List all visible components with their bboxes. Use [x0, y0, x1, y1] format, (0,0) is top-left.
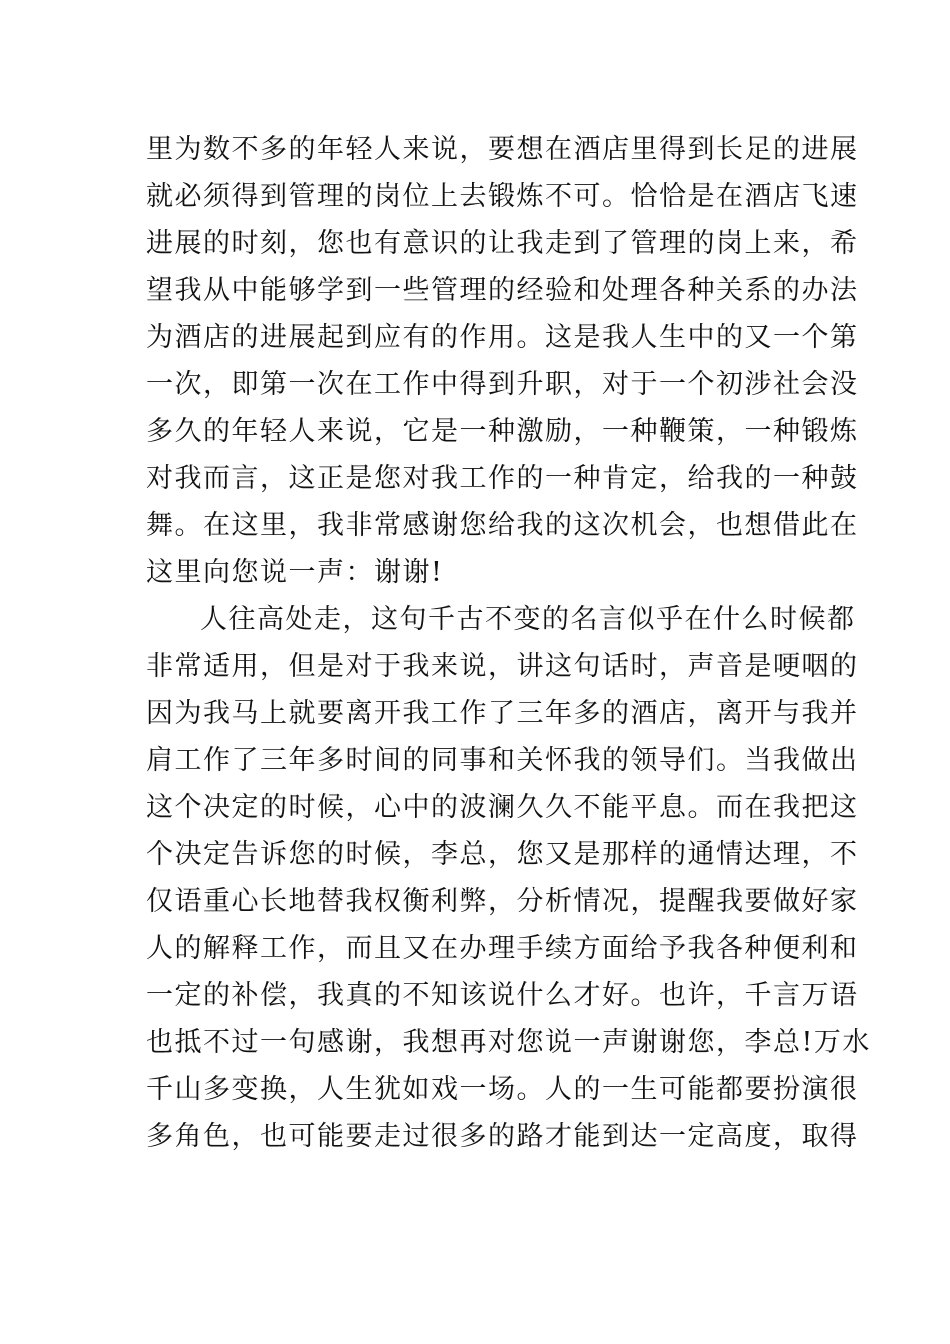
- text-line: 这个决定的时候，心中的波澜久久不能平息。而在我把这: [146, 792, 859, 823]
- paragraph-start-line: 人往高处走，这句千古不变的名言似乎在什么时候都: [200, 604, 856, 635]
- text-line: 肩工作了三年多时间的同事和关怀我的领导们。当我做出: [146, 745, 859, 776]
- text-line: 仅语重心长地替我权衡利弊，分析情况，提醒我要做好家: [146, 886, 859, 917]
- text-line: 进展的时刻，您也有意识的让我走到了管理的岗上来，希: [146, 228, 859, 259]
- text-line: 这里向您说一声：谢谢!: [146, 557, 444, 588]
- text-line: 舞。在这里，我非常感谢您给我的这次机会，也想借此在: [146, 510, 859, 541]
- text-line: 为酒店的进展起到应有的作用。这是我人生中的又一个第: [146, 322, 859, 353]
- text-line: 多久的年轻人来说，它是一种激励，一种鞭策，一种锻炼: [146, 416, 859, 447]
- text-line: 一定的补偿，我真的不知该说什么才好。也许，千言万语: [146, 980, 859, 1011]
- text-line: 人的解释工作，而且又在办理手续方面给予我各种便利和: [146, 933, 859, 964]
- text-line: 因为我马上就要离开我工作了三年多的酒店，离开与我并: [146, 698, 859, 729]
- text-line: 个决定告诉您的时候，李总，您又是那样的通情达理，不: [146, 839, 859, 870]
- text-line: 对我而言，这正是您对我工作的一种肯定，给我的一种鼓: [146, 463, 859, 494]
- text-line: 非常适用，但是对于我来说，讲这句话时，声音是哽咽的: [146, 651, 859, 682]
- text-line: 一次，即第一次在工作中得到升职，对于一个初涉社会没: [146, 369, 859, 400]
- text-line: 也抵不过一句感谢，我想再对您说一声谢谢您，李总!万水: [146, 1027, 871, 1058]
- text-line: 里为数不多的年轻人来说，要想在酒店里得到长足的进展: [146, 134, 859, 165]
- body-text: [146, 126, 871, 1160]
- text-line: 望我从中能够学到一些管理的经验和处理各种关系的办法: [146, 275, 859, 306]
- text-line: 千山多变换，人生犹如戏一场。人的一生可能都要扮演很: [146, 1074, 859, 1105]
- text-line: 多角色，也可能要走过很多的路才能到达一定高度，取得: [146, 1121, 859, 1152]
- text-line: 就必须得到管理的岗位上去锻炼不可。恰恰是在酒店飞速: [146, 181, 859, 212]
